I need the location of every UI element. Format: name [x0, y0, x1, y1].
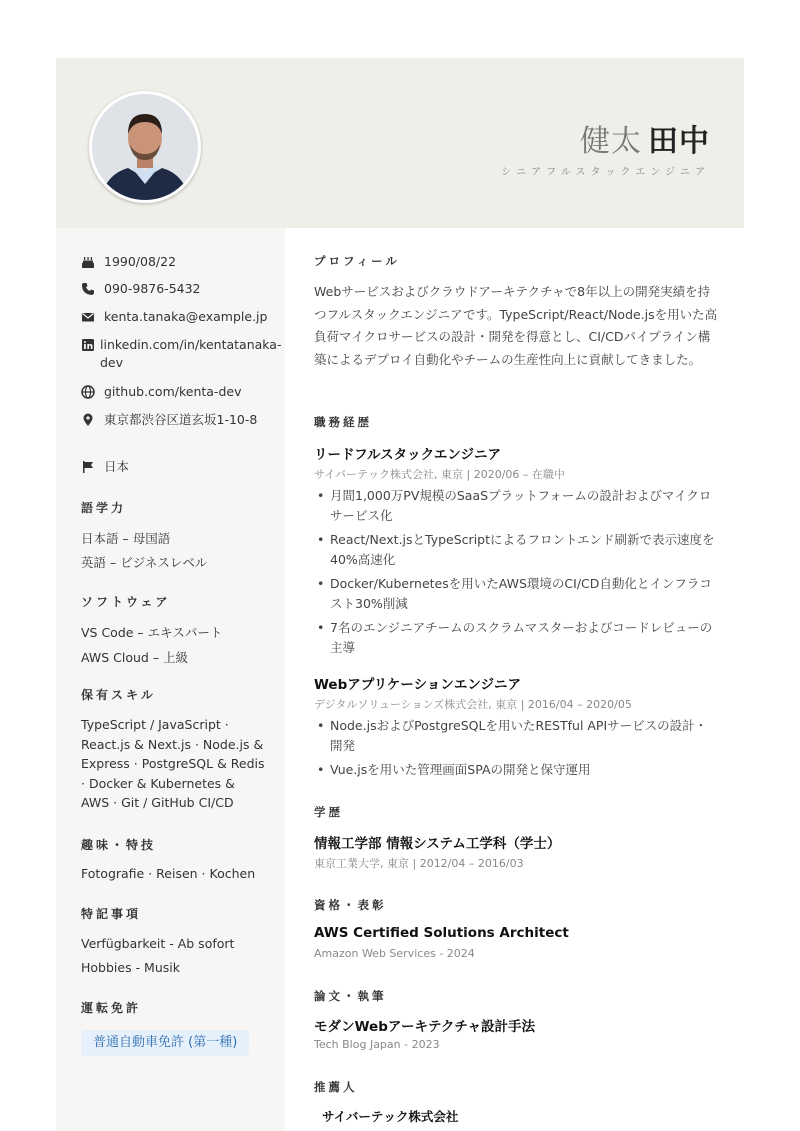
degree-title: 情報工学部 情報システム工学科（学士）: [314, 836, 561, 852]
globe-icon: [81, 385, 95, 399]
job-title: Webアプリケーションエンジニア: [314, 677, 522, 693]
profile-heading: プロフィール: [314, 254, 400, 268]
publication-meta: Tech Blog Japan - 2023: [314, 1038, 440, 1051]
hobbies-text: Fotografie · Reisen · Kochen: [81, 866, 256, 881]
education-heading: 学歴: [314, 805, 343, 819]
job-bullet: • Docker/Kubernetesを用いたAWS環境のCI/CD自動化とインフラコスト30%削減: [314, 574, 719, 613]
license-heading: 運転免許: [81, 1001, 142, 1015]
resume-header: [56, 58, 744, 228]
first-name: 健太: [580, 124, 642, 159]
certification-name: AWS Certified Solutions Architect: [314, 925, 569, 941]
experience-heading: 職務経歴: [314, 415, 372, 429]
contact-email: [81, 308, 281, 326]
last-name: 田中: [648, 124, 710, 159]
job-bullets: [314, 486, 719, 662]
flag-icon: [81, 460, 95, 474]
linkedin-icon: [81, 338, 95, 352]
license-badge: 普通自動車免許 (第一種): [81, 1030, 249, 1056]
github-link[interactable]: github.com/kenta-dev: [104, 384, 242, 399]
job-meta: サイバーテック株式会社, 東京 | 2020/06 – 在職中: [314, 468, 565, 481]
country-text: 日本: [104, 459, 130, 474]
job-bullet: • React/Next.jsとTypeScriptによるフロントエンド刷新で表示速度を40%高速化: [314, 530, 719, 569]
skills-list: TypeScript / JavaScript · React.js & Next.js · Node.js & Express · PostgreSQL & Redis · Docker & Kubernetes & AWS · Git / GitHub CI/CD: [81, 717, 265, 810]
references-heading: 推薦人: [314, 1080, 358, 1094]
contact-github: [81, 383, 281, 401]
education-meta: 東京工業大学, 東京 | 2012/04 – 2016/03: [314, 857, 524, 870]
job-bullets: [314, 716, 719, 785]
envelope-icon: [81, 310, 95, 324]
publication-name: モダンWebアーキテクチャ設計手法: [314, 1019, 536, 1035]
contact-country: [81, 458, 281, 476]
job-bullet: • 7名のエンジニアチームのスクラムマスターおよびコードレビューの主導: [314, 618, 719, 657]
job-bullet: • 月間1,000万PV規模のSaaSプラットフォームの設計およびマイクロサービス化: [314, 486, 719, 525]
note-item: Hobbies - Musik: [81, 960, 180, 975]
job-bullet: • Node.jsおよびPostgreSQLを用いたRESTful APIサービスの設計・開発: [314, 716, 719, 755]
notes-heading: 特記事項: [81, 907, 142, 921]
software-item: AWS Cloud – 上級: [81, 650, 189, 665]
birthday-text: 1990/08/22: [104, 254, 177, 269]
job-role: シニアフルスタックエンジニア: [501, 167, 710, 178]
profile-photo: [89, 91, 201, 203]
job-bullet: • Vue.jsを用いた管理画面SPAの開発と保守運用: [314, 760, 719, 780]
contact-phone: [81, 280, 281, 298]
job-meta: デジタルソリューションズ株式会社, 東京 | 2016/04 – 2020/05: [314, 698, 632, 711]
languages-heading: 語学力: [81, 501, 127, 515]
skills-heading: 保有スキル: [81, 688, 156, 702]
main-content: [285, 228, 744, 1131]
sidebar: [56, 228, 285, 1131]
birthday-cake-icon: [81, 255, 95, 269]
note-item: Verfügbarkeit - Ab sofort: [81, 936, 235, 951]
contact-address: [81, 411, 281, 429]
reference-company: サイバーテック株式会社: [322, 1109, 459, 1124]
language-item: 英語 – ビジネスレベル: [81, 555, 208, 570]
contact-linkedin: [81, 336, 281, 372]
resume-sheet: [56, 58, 744, 1131]
map-pin-icon: [81, 413, 95, 427]
phone-icon: [81, 282, 95, 296]
contact-birthday: [81, 253, 281, 271]
certifications-heading: 資格・表彰: [314, 898, 387, 912]
certification-meta: Amazon Web Services - 2024: [314, 947, 475, 960]
software-item: VS Code – エキスパート: [81, 625, 223, 640]
hobbies-heading: 趣味・特技: [81, 838, 157, 852]
software-heading: ソフトウェア: [81, 595, 171, 609]
email-link[interactable]: kenta.tanaka@example.jp: [104, 309, 268, 324]
profile-text: Webサービスおよびクラウドアーキテクチャで8年以上の開発実績を持つフルスタックエンジニアです。TypeScript/React/Node.jsを用いた高負荷マイクロサービスの設計・開発を得意とし、CI/CDパイプライン構築によるデプロイ自動化やチームの生産性向上に貢献してきました。: [314, 284, 718, 367]
full-name: [580, 116, 710, 160]
linkedin-link[interactable]: linkedin.com/in/kentatanaka-dev: [100, 337, 282, 370]
language-item: 日本語 – 母国語: [81, 531, 171, 546]
job-title: リードフルスタックエンジニア: [314, 447, 502, 463]
address-text: 東京都渋谷区道玄坂1-10-8: [104, 412, 258, 427]
phone-text: 090-9876-5432: [104, 281, 201, 296]
publications-heading: 論文・執筆: [314, 989, 387, 1003]
